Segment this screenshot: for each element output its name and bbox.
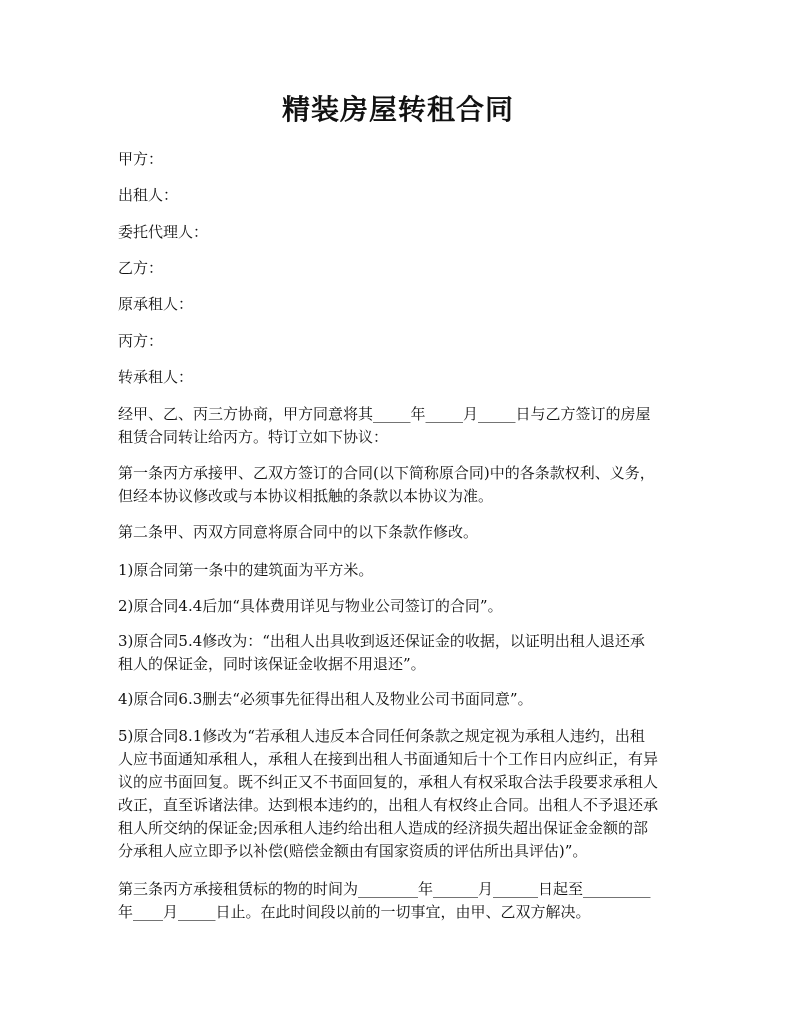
clause-4-paragraph: 4)原合同6.3删去“必须事先征得出租人及物业公司书面同意”。 <box>118 690 533 708</box>
clause-2-paragraph: 2)原合同4.4后加“具体费用详见与物业公司签订的合同”。 <box>118 597 503 615</box>
party-a-label: 甲方： <box>118 150 164 168</box>
article-1-paragraph: 第一条丙方承接甲、乙双方签订的合同(以下简称原合同)中的各条款权利、义务， 但经本协议修改或与本协议相抵触的条款以本协议为准。 <box>118 464 655 505</box>
lessor-label: 出租人： <box>118 186 179 204</box>
agent-label: 委托代理人： <box>118 223 209 241</box>
preamble-paragraph: 经甲、乙、丙三方协商，甲方同意将其_____年_____月_____日与乙方签订的房屋 租赁合同转让给丙方。特订立如下协议： <box>118 405 651 446</box>
article-2-paragraph: 第二条甲、丙双方同意将原合同中的以下条款作修改。 <box>118 523 479 541</box>
party-b-label: 乙方： <box>118 259 164 277</box>
clause-1-paragraph: 1)原合同第一条中的建筑面为平方米。 <box>118 561 374 579</box>
party-c-label: 丙方： <box>118 332 164 350</box>
clause-5-paragraph: 5)原合同8.1修改为“若承租人违反本合同任何条款之规定视为承租人违约，出租 人应书面通知承租人，承租人在接到出租人书面通知后十个工作日内应纠正，有异 议的应书面回复。既不纠正又不书面回复的，承租人有权采取合法手段要求承租人 改正，直至诉诸法律。达到根本违约的，出租人有权终止合同。出租人不予退还承 租人所交纳的保证金;因承租人违约给出租人造成的经济损失超出保证金金额的部 分承租人应立即予以补偿(赔偿金额由有国家资质的评估所出具评估)”。 <box>118 727 659 860</box>
original-lessee-label: 原承租人： <box>118 295 194 313</box>
document-title: 精装房屋转租合同 <box>281 93 514 126</box>
article-3-paragraph: 第三条丙方承接租赁标的物的时间为________年______月______日起至_________ 年____月_____日止。在此时间段以前的一切事宜，由甲、乙双方解决。 <box>118 880 651 921</box>
clause-3-paragraph: 3)原合同5.4修改为：“出租人出具收到返还保证金的收据，以证明出租人退还承 租人的保证金，同时该保证金收据不用退还”。 <box>118 632 645 673</box>
sublessee-label: 转承租人： <box>118 368 194 386</box>
